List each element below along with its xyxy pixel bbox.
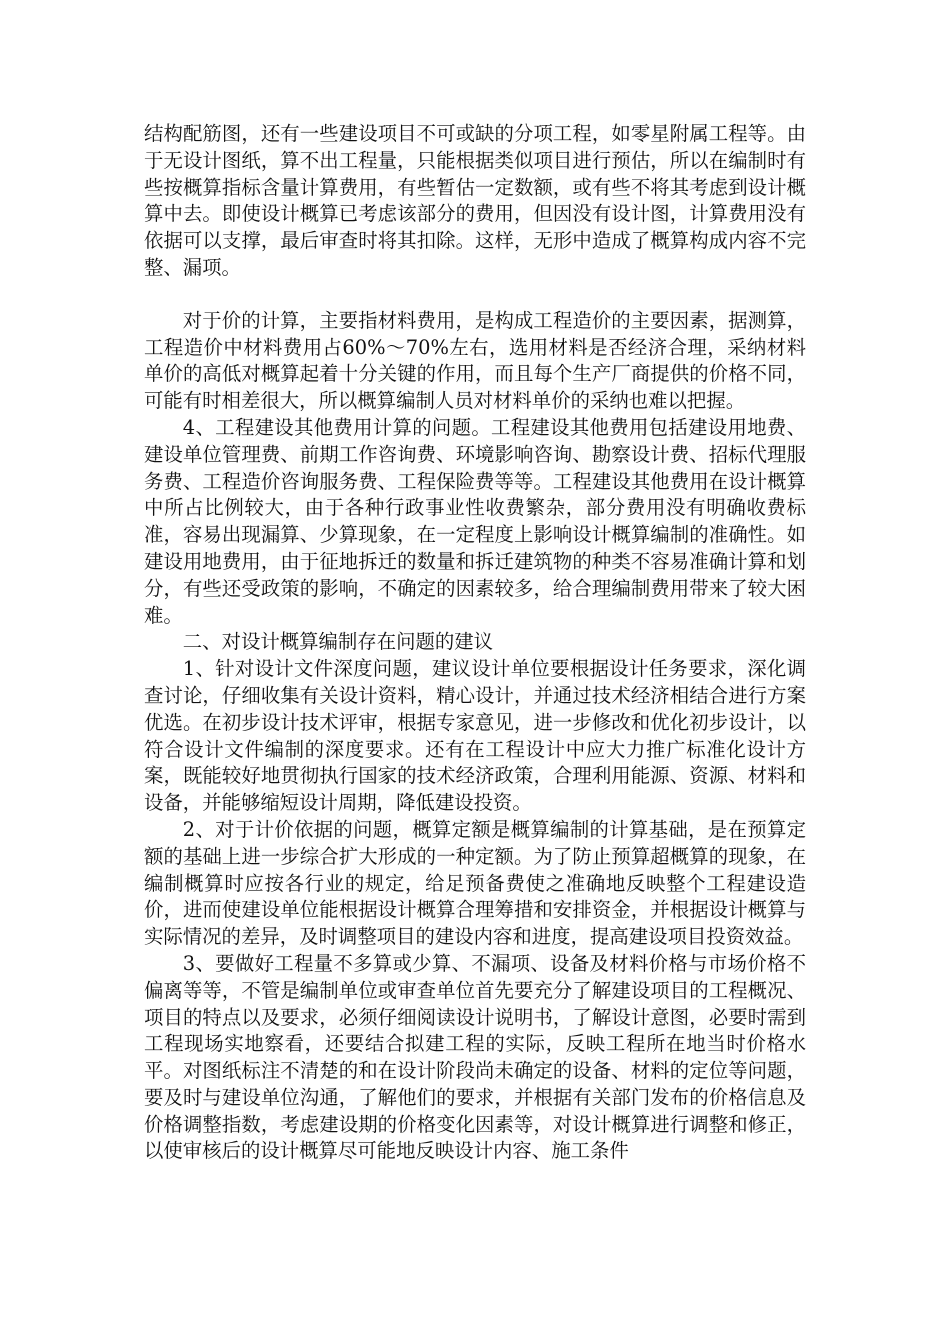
paragraph-continuation: 结构配筋图，还有一些建设项目不可或缺的分项工程，如零星附属工程等。由于无设计图纸，算不出工程量，只能根据类似项目进行预估，所以在编制时有些按概算指标含量计算费用，有些暂估一定数额，或有些不将其考虑到设计概算中去。即使设计概算已考虑该部分的费用，但因没有设计图，计算费用没有依据可以支撑，最后审查时将其扣除。这样，无形中造成了概算构成内容不完整、漏项。: [144, 122, 806, 279]
paragraph-material-cost: 对于价的计算，主要指材料费用，是构成工程造价的主要因素，据测算，工程造价中材料费用占60%～70%左右，选用材料是否经济合理，采纳材料单价的高低对概算起着十分关键的作用，而且每个生产厂商提供的价格不同，可能有时相差很大，所以概算编制人员对材料单价的采纳也难以把握。: [144, 308, 806, 413]
section-heading-suggestions: 二、对设计概算编制存在问题的建议: [182, 630, 494, 654]
paragraph-suggestion-1: 1、针对设计文件深度问题，建议设计单位要根据设计任务要求，深化调查讨论，仔细收集有关设计资料，精心设计，并通过技术经济相结合进行方案优选。在初步设计技术评审，根据专家意见，进一步修改和优化初步设计，以符合设计文件编制的深度要求。还有在工程设计中应大力推广标准化设计方案，既能较好地贯彻执行国家的技术经济政策，合理利用能源、资源、材料和设备，并能够缩短设计周期，降低建设投资。: [144, 657, 806, 815]
paragraph-suggestion-3: 3、要做好工程量不多算或少算、不漏项、设备及材料价格与市场价格不偏离等等，不管是编制单位或审查单位首先要充分了解建设项目的工程概况、项目的特点以及要求，必须仔细阅读设计说明书，了解设计意图，必要时需到工程现场实地察看，还要结合拟建工程的实际，反映工程所在地当时价格水平。对图纸标注不清楚的和在设计阶段尚未确定的设备、材料的定位等问题，要及时与建设单位沟通，了解他们的要求，并根据有关部门发布的价格信息及价格调整指数，考虑建设期的价格变化因素等，对设计概算进行调整和修正，以使审核后的设计概算尽可能地反映设计内容、施工条件: [144, 951, 806, 1163]
paragraph-other-costs: 4、工程建设其他费用计算的问题。工程建设其他费用包括建设用地费、建设单位管理费、前期工作咨询费、环境影响咨询、勘察设计费、招标代理服务费、工程造价咨询服务费、工程保险费等等。工程建设其他费用在设计概算中所占比例较大，由于各种行政事业性收费繁杂，部分费用没有明确收费标准，容易出现漏算、少算现象，在一定程度上影响设计概算编制的准确性。如建设用地费用，由于征地拆迁的数量和拆迁建筑物的种类不容易准确计算和划分，有些还受政策的影响，不确定的因素较多，给合理编制费用带来了较大困难。: [144, 415, 806, 627]
paragraph-suggestion-2: 2、对于计价依据的问题，概算定额是概算编制的计算基础，是在预算定额的基础上进一步综合扩大形成的一种定额。为了防止预算超概算的现象，在编制概算时应按各行业的规定，给足预备费使之准确地反映整个工程建设造价，进而使建设单位能根据设计概算合理筹措和安排资金，并根据设计概算与实际情况的差异，及时调整项目的建设内容和进度，提高建设项目投资效益。: [144, 817, 806, 949]
document-body: [144, 121, 806, 1165]
